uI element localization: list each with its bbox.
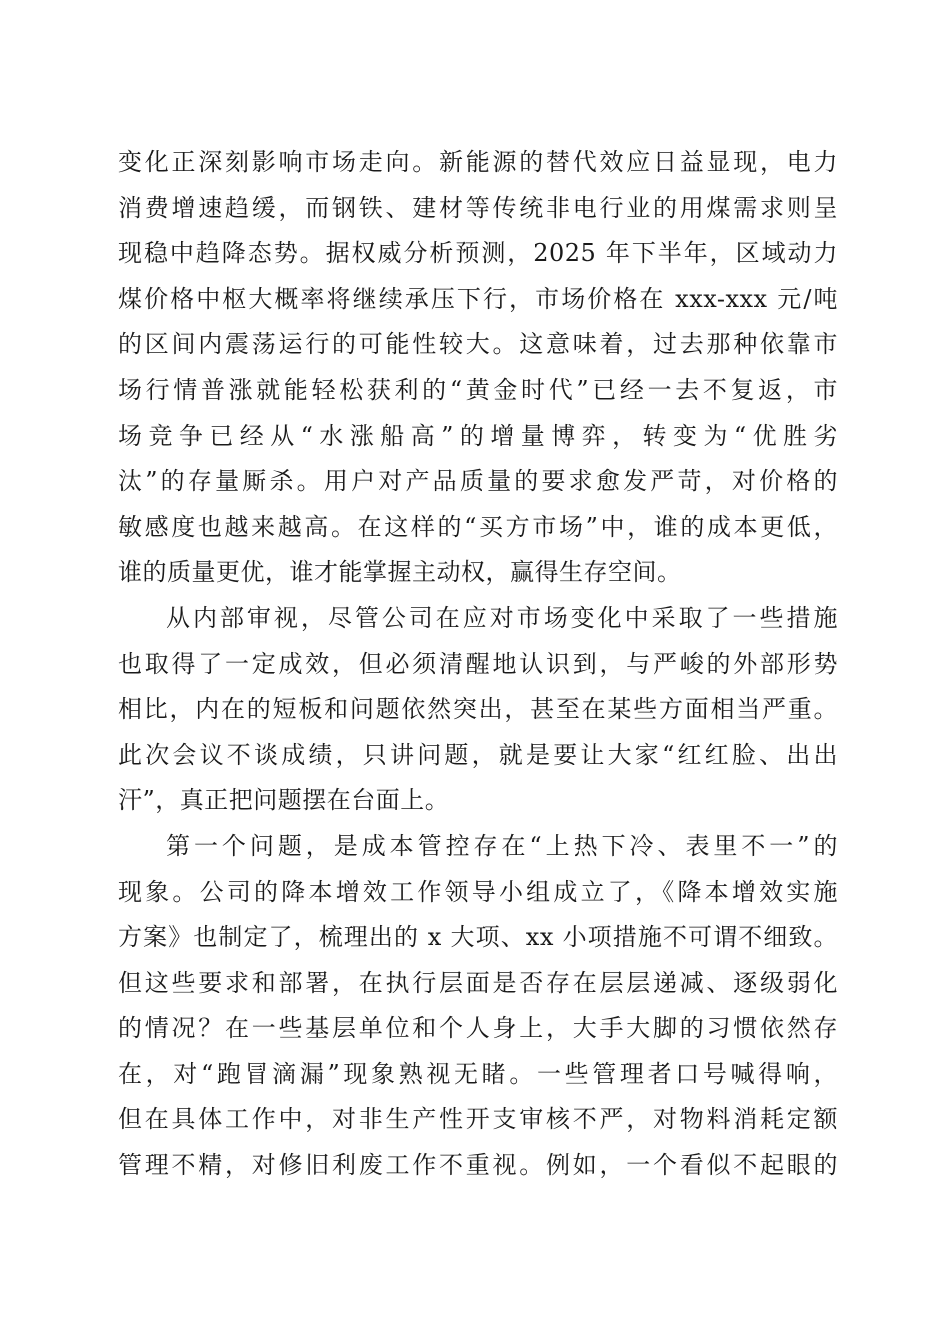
paragraph-internal-review: [118, 596, 838, 824]
text-line: 汗”，真正把问题摆在台面上。: [118, 786, 450, 815]
text-line: 场行情普涨就能轻松获利的“黄金时代”已经一去不复返，市: [118, 375, 838, 404]
paragraph-market-trend: [118, 140, 838, 596]
text-line: 相比，内在的短板和问题依然突出，甚至在某些方面相当严重。: [118, 695, 838, 724]
paragraph-first-problem: [118, 824, 838, 1189]
text-line: 但这些要求和部署，在执行层面是否存在层层递减、逐级弱化: [118, 968, 838, 997]
text-line: 消费增速趋缓，而钢铁、建材等传统非电行业的用煤需求则呈: [118, 193, 838, 222]
text-line: 现象。公司的降本增效工作领导小组成立了，《降本增效实施: [118, 877, 838, 906]
document-body: [118, 140, 838, 1189]
text-line: 管理不精，对修旧利废工作不重视。例如，一个看似不起眼的: [118, 1151, 838, 1180]
text-line: 场竞争已经从“水涨船高”的增量博弈，转变为“优胜劣: [118, 421, 838, 450]
text-line: 谁的质量更优，谁才能掌握主动权，赢得生存空间。: [118, 558, 682, 587]
text-line: 此次会议不谈成绩，只讲问题，就是要让大家“红红脸、出出: [118, 740, 838, 769]
text-line: 也取得了一定成效，但必须清醒地认识到，与严峻的外部形势: [118, 649, 838, 678]
text-line: 在，对“跑冒滴漏”现象熟视无睹。一些管理者口号喊得响，: [118, 1059, 838, 1088]
text-line: 从内部审视，尽管公司在应对市场变化中采取了一些措施: [166, 603, 838, 632]
text-line: 煤价格中枢大概率将继续承压下行，市场价格在 xxx-xxx 元/吨: [118, 284, 838, 313]
text-line: 现稳中趋降态势。据权威分析预测，2025 年下半年，区域动力: [118, 239, 838, 268]
text-line: 变化正深刻影响市场走向。新能源的替代效应日益显现，电力: [118, 148, 838, 176]
text-line: 汰”的存量厮杀。用户对产品质量的要求愈发严苛，对价格的: [118, 467, 838, 496]
text-line: 第一个问题，是成本管控存在“上热下冷、表里不一”的: [166, 831, 838, 860]
text-line: 敏感度也越来越高。在这样的“买方市场”中，谁的成本更低，: [118, 512, 838, 541]
text-line: 的区间内震荡运行的可能性较大。这意味着，过去那种依靠市: [118, 330, 838, 359]
text-line: 的情况？在一些基层单位和个人身上，大手大脚的习惯依然存: [118, 1014, 838, 1043]
text-line: 但在具体工作中，对非生产性开支审核不严，对物料消耗定额: [118, 1105, 838, 1134]
text-line: 方案》也制定了，梳理出的 x 大项、xx 小项措施不可谓不细致。: [118, 923, 838, 952]
